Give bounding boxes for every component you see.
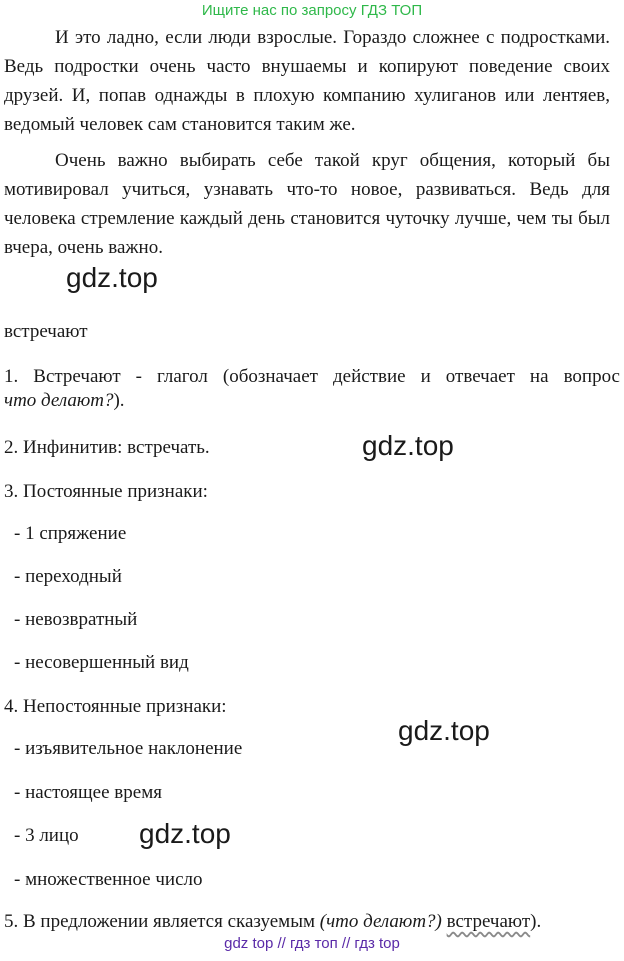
watermark-1: gdz.top	[66, 262, 158, 293]
constant-feature-2: - переходный	[14, 566, 122, 587]
constant-feature-4: - несовершенный вид	[14, 652, 189, 673]
analyzed-word: встречают	[4, 321, 88, 342]
watermark-2: gdz.top	[362, 430, 454, 461]
constant-feature-1: - 1 спряжение	[14, 523, 127, 544]
step-5-suffix: ).	[530, 911, 542, 932]
footer-links: gdz top // гдз топ // гдз top	[224, 935, 400, 952]
variable-feature-4: - множественное число	[14, 869, 203, 890]
step-2: 2. Инфинитив: встречать.	[4, 437, 210, 458]
watermark-3: gdz.top	[398, 715, 490, 746]
step-1	[4, 365, 620, 413]
watermark-4: gdz.top	[139, 818, 231, 849]
step-1-question: что делают?	[4, 390, 114, 411]
step-5	[4, 910, 541, 934]
constant-feature-3: - невозвратный	[14, 609, 138, 630]
intro-paragraph-2: Очень важно выбирать себе такой круг общения, который бы мотивировал учиться, узнавать что-то новое, развиваться. Ведь для человека стремление каждый день становится чуточку лучше, чем ты был вчера, очень важно.	[4, 150, 610, 258]
step-5-text: 5. В предложении является сказуемым	[4, 911, 320, 932]
top-banner: Ищите нас по запросу ГДЗ ТОП	[201, 2, 423, 19]
step-3-title: 3. Постоянные признаки:	[4, 481, 208, 502]
step-1-text: 1. Встречают - глагол (обозначает действие и отвечает на вопрос	[4, 366, 620, 387]
step-1-suffix: ).	[113, 390, 125, 411]
step-4-title: 4. Непостоянные признаки:	[4, 696, 227, 717]
variable-feature-2: - настоящее время	[14, 782, 162, 803]
variable-feature-1: - изъявительное наклонение	[14, 738, 243, 759]
step-5-word: встречают	[446, 911, 531, 932]
variable-feature-3: - 3 лицо	[14, 825, 79, 846]
step-5-question: (что делают?)	[319, 911, 442, 932]
intro-paragraph-1: И это ладно, если люди взрослые. Гораздо сложнее с подростками. Ведь подростки очень часто внушаемы и копируют поведение своих друзей. И, попав однажды в плохую компанию хулиганов или лентяев, ведомый человек сам становится таким же.	[4, 27, 610, 135]
